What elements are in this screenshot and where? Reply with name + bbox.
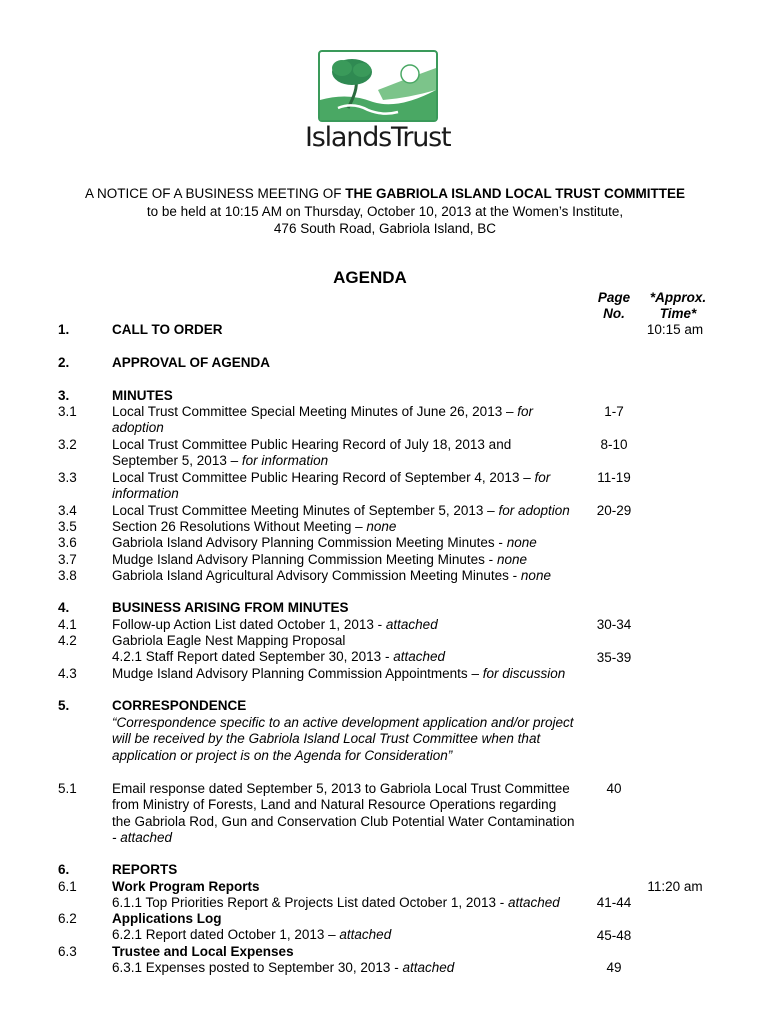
item-page: 1-7: [604, 404, 624, 419]
notice-line-2: to be held at 10:15 AM on Thursday, October 10, 2013 at the Women’s Institute,: [146, 204, 624, 219]
section-minutes: MINUTES: [112, 388, 173, 403]
islands-trust-logo: [318, 50, 438, 122]
section-call-to-order: CALL TO ORDER: [112, 322, 223, 337]
item-number: 3.7: [58, 552, 77, 567]
item-time: 10:15 am: [646, 322, 704, 337]
item-number: 1.: [58, 322, 70, 337]
section-reports: REPORTS: [112, 862, 178, 877]
item-page: 45-48: [596, 928, 632, 943]
item-6-2-text: Applications Log 6.2.1 Report dated October 1, 2013 – attached: [112, 911, 392, 943]
item-page: 20-29: [596, 503, 632, 518]
item-page: 8-10: [600, 437, 628, 452]
item-number: 4.1: [58, 617, 77, 632]
item-number: 3.1: [58, 404, 77, 419]
item-page: 30-34: [596, 617, 632, 632]
item-number: 5.1: [58, 781, 77, 796]
col-page-header: Page No.: [597, 290, 631, 321]
item-3-4-text: Local Trust Committee Meeting Minutes of September 5, 2013 – for adoption: [112, 503, 570, 518]
item-page: 40: [606, 781, 622, 796]
item-number: 3.: [58, 388, 70, 403]
item-4-1-text: Follow-up Action List dated October 1, 2013 - attached: [112, 617, 438, 632]
item-page: 35-39: [596, 650, 632, 665]
item-number: 4.3: [58, 666, 77, 681]
notice-line-1: A NOTICE OF A BUSINESS MEETING OF THE GABRIOLA ISLAND LOCAL TRUST COMMITTEE: [84, 186, 686, 201]
correspondence-note: “Correspondence specific to an active development application and/or project will be received by the Gabriola Island Local Trust Committee when that application or project is on the Agenda for Consideration”: [112, 715, 574, 763]
section-business-arising: BUSINESS ARISING FROM MINUTES: [112, 600, 349, 615]
item-page: 49: [606, 960, 622, 975]
section-approval-of-agenda: APPROVAL OF AGENDA: [112, 355, 271, 370]
item-3-3-text: Local Trust Committee Public Hearing Record of September 4, 2013 – for information: [112, 470, 551, 502]
item-4-2-text: Gabriola Eagle Nest Mapping Proposal 4.2.1 Staff Report dated September 30, 2013 - attached: [112, 633, 445, 665]
item-5-1-text: Email response dated September 5, 2013 to Gabriola Local Trust Committee from Ministry of Forests, Land and Natural Resource Operations regarding the Gabriola Rod, Gun and Conservation Club Potential Water Contamination - attached: [112, 781, 575, 845]
item-3-5-text: Section 26 Resolutions Without Meeting – none: [112, 519, 397, 534]
logo-wordmark: IslandsTrust: [305, 122, 451, 153]
item-number: 3.3: [58, 470, 77, 485]
item-number: 4.2: [58, 633, 77, 648]
section-correspondence: CORRESPONDENCE: [112, 698, 247, 713]
item-3-1-text: Local Trust Committee Special Meeting Minutes of June 26, 2013 – for adoption: [112, 404, 533, 436]
item-3-7-text: Mudge Island Advisory Planning Commission Meeting Minutes - none: [112, 552, 527, 567]
item-3-2-text: Local Trust Committee Public Hearing Record of July 18, 2013 and September 5, 2013 – for information: [112, 437, 512, 469]
item-3-6-text: Gabriola Island Advisory Planning Commission Meeting Minutes - none: [112, 535, 537, 550]
item-number: 6.1: [58, 879, 77, 894]
item-4-3-text: Mudge Island Advisory Planning Commission Appointments – for discussion: [112, 666, 566, 681]
notice-line-3: 476 South Road, Gabriola Island, BC: [273, 221, 497, 236]
item-time: 11:20 am: [647, 879, 703, 894]
item-6-1-text: Work Program Reports 6.1.1 Top Priorities Report & Projects List dated October 1, 2013 - attached: [112, 879, 560, 911]
item-page: 11-19: [597, 470, 631, 485]
item-3-8-text: Gabriola Island Agricultural Advisory Commission Meeting Minutes - none: [112, 568, 551, 583]
item-number: 2.: [58, 355, 70, 370]
item-number: 6.3: [58, 944, 77, 959]
agenda-title: AGENDA: [333, 268, 407, 287]
col-time-header: *Approx. Time*: [649, 290, 707, 321]
item-number: 3.4: [58, 503, 77, 518]
item-number: 3.6: [58, 535, 77, 550]
item-number: 6.2: [58, 911, 77, 926]
item-number: 3.5: [58, 519, 77, 534]
item-page: 41-44: [596, 895, 632, 910]
item-number: 5.: [58, 698, 70, 713]
item-number: 3.8: [58, 568, 77, 583]
item-number: 6.: [58, 862, 70, 877]
item-number: 3.2: [58, 437, 77, 452]
item-6-3-text: Trustee and Local Expenses 6.3.1 Expenses posted to September 30, 2013 - attached: [112, 944, 455, 976]
item-number: 4.: [58, 600, 70, 615]
